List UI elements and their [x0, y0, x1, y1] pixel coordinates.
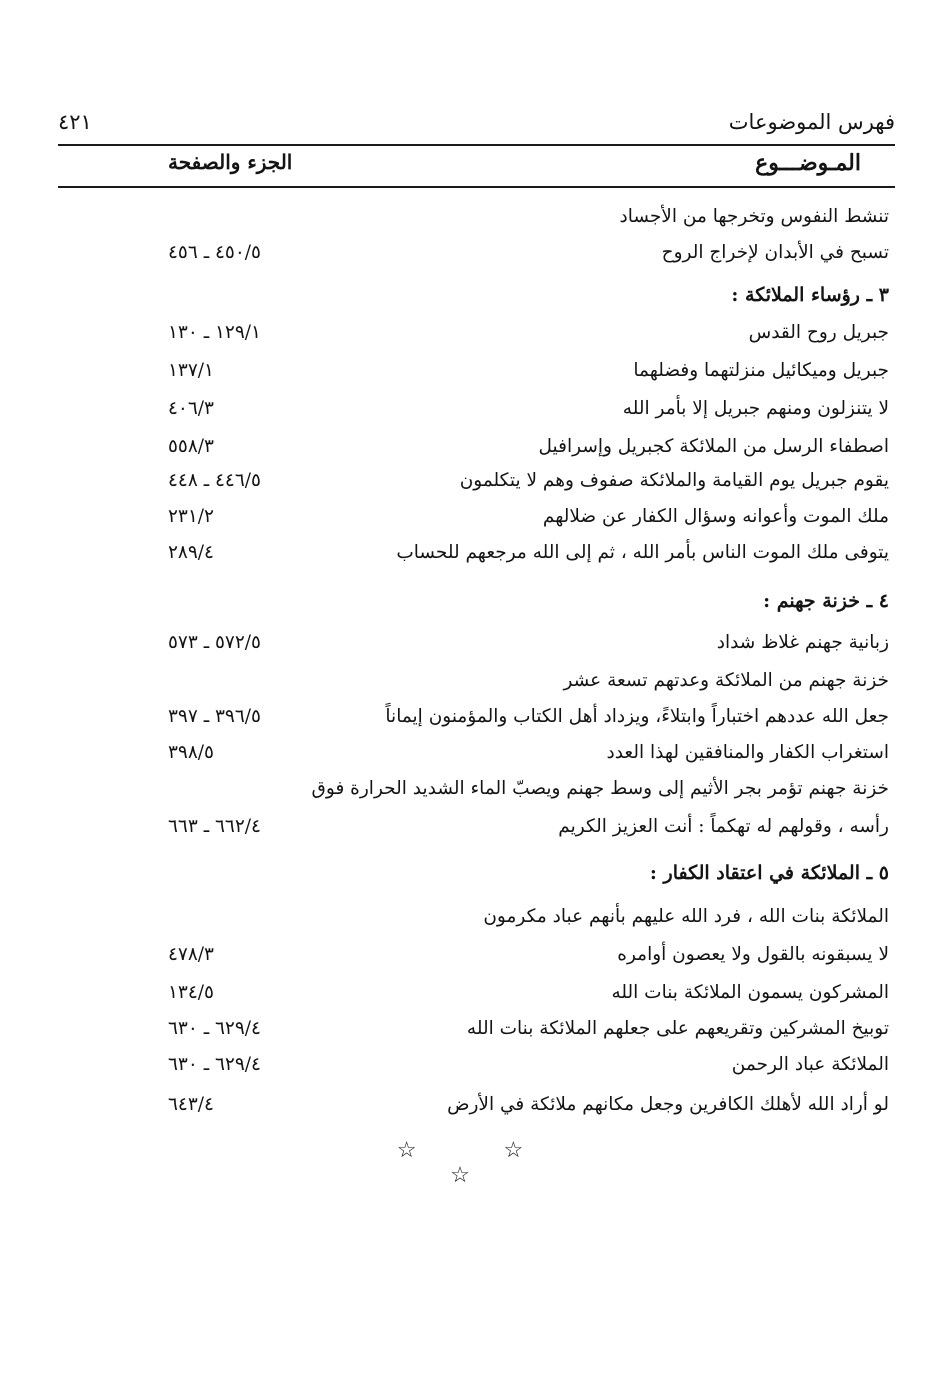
entry-page-reference: ٥٧٢/٥ ـ ٥٧٣	[168, 632, 261, 653]
index-entry	[58, 670, 895, 704]
entry-page-reference: ١٢٩/١ ـ ١٣٠	[168, 322, 261, 343]
index-entry	[58, 632, 895, 666]
entry-page-reference: ٤٥٠/٥ ـ ٤٥٦	[168, 242, 261, 263]
index-entry	[58, 906, 895, 940]
index-entry	[58, 944, 895, 978]
index-entry	[58, 322, 895, 356]
index-entry	[58, 542, 895, 576]
entry-topic: تنشط النفوس وتخرجها من الأجساد	[619, 206, 889, 227]
topic-column-header: المـوضـــوع	[755, 150, 861, 176]
entry-topic: خزنة جهنم من الملائكة وعدتهم تسعة عشر	[563, 670, 889, 691]
reference-column-header: الجزء والصفحة	[168, 150, 293, 174]
index-entry	[58, 778, 895, 812]
entry-page-reference: ١٣٤/٥	[168, 982, 214, 1003]
section-heading-text: ٣ ـ رؤساء الملائكة :	[731, 284, 889, 306]
section-heading	[58, 590, 895, 624]
entry-page-reference: ٦٢٩/٤ ـ ٦٣٠	[168, 1054, 261, 1075]
section-heading-text: ٤ ـ خزنة جهنم :	[763, 590, 889, 612]
index-entry	[58, 1094, 895, 1128]
entry-page-reference: ٢٨٩/٤	[168, 542, 214, 563]
section-separator: ☆ ☆ ☆	[396, 1138, 564, 1188]
entry-page-reference: ٦٢٩/٤ ـ ٦٣٠	[168, 1018, 261, 1039]
page-number: ٤٢١	[58, 110, 92, 134]
entry-topic: استغراب الكفار والمنافقين لهذا العدد	[606, 742, 889, 763]
entry-topic: ملك الموت وأعوانه وسؤال الكفار عن ضلالهم	[542, 506, 889, 527]
index-entry	[58, 742, 895, 776]
section-heading	[58, 284, 895, 318]
entry-page-reference: ٦٤٣/٤	[168, 1094, 214, 1115]
entry-topic: جعل الله عددهم اختباراً وابتلاءً، ويزداد أهل الكتاب والمؤمنون إيماناً	[385, 706, 889, 727]
entry-topic: تسبح في الأبدان لإخراج الروح	[661, 242, 889, 263]
index-entry	[58, 206, 895, 240]
entry-topic: يقوم جبريل يوم القيامة والملائكة صفوف وهم لا يتكلمون	[459, 470, 889, 491]
entry-page-reference: ٥٥٨/٣	[168, 436, 214, 457]
section-heading	[58, 862, 895, 896]
entry-page-reference: ٣٩٦/٥ ـ ٣٩٧	[168, 706, 261, 727]
entry-page-reference: ٦٦٢/٤ ـ ٦٦٣	[168, 816, 261, 837]
entry-topic: لا يتنزلون ومنهم جبريل إلا بأمر الله	[622, 398, 889, 419]
entry-page-reference: ٤٤٦/٥ ـ ٤٤٨	[168, 470, 261, 491]
index-entry	[58, 242, 895, 276]
entry-page-reference: ٢٣١/٢	[168, 506, 214, 527]
entry-topic: لا يسبقونه بالقول ولا يعصون أوامره	[617, 944, 889, 965]
entry-page-reference: ٤٠٦/٣	[168, 398, 214, 419]
entry-topic: توبيخ المشركين وتقريعهم على جعلهم الملائكة بنات الله	[466, 1018, 889, 1039]
index-entry	[58, 816, 895, 850]
entry-topic: رأسه ، وقولهم له تهكماً : أنت العزيز الكريم	[558, 816, 889, 837]
entry-topic: يتوفى ملك الموت الناس بأمر الله ، ثم إلى الله مرجعهم للحساب	[396, 542, 889, 563]
index-entry	[58, 398, 895, 432]
entry-topic: جبريل وميكائيل منزلتهما وفضلهما	[633, 360, 889, 381]
running-head	[58, 110, 895, 142]
index-entry	[58, 982, 895, 1016]
entry-topic: زبانية جهنم غلاظ شداد	[716, 632, 889, 653]
entry-page-reference: ٤٧٨/٣	[168, 944, 214, 965]
header-rule	[58, 144, 895, 146]
index-entry	[58, 360, 895, 394]
entry-topic: الملائكة عباد الرحمن	[731, 1054, 889, 1075]
entry-page-reference: ١٣٧/١	[168, 360, 214, 381]
index-entry	[58, 1018, 895, 1052]
entry-topic: لو أراد الله لأهلك الكافرين وجعل مكانهم ملائكة في الأرض	[447, 1094, 889, 1115]
section-heading-text: ٥ ـ الملائكة في اعتقاد الكفار :	[649, 862, 889, 884]
column-headers	[58, 150, 895, 184]
index-entry	[58, 506, 895, 540]
entry-topic: المشركون يسمون الملائكة بنات الله	[611, 982, 889, 1003]
index-entry	[58, 706, 895, 740]
entry-page-reference: ٣٩٨/٥	[168, 742, 214, 763]
entry-topic: جبريل روح القدس	[748, 322, 889, 343]
running-title: فهرس الموضوعات	[728, 110, 895, 134]
index-entry	[58, 436, 895, 470]
index-entry	[58, 1054, 895, 1088]
entry-topic: خزنة جهنم تؤمر بجر الأثيم إلى وسط جهنم ويصبّ الماء الشديد الحرارة فوق	[311, 778, 889, 799]
entry-topic: اصطفاء الرسل من الملائكة كجبريل وإسرافيل	[538, 436, 889, 457]
index-entry	[58, 470, 895, 504]
column-header-rule	[58, 186, 895, 188]
entry-topic: الملائكة بنات الله ، فرد الله عليهم بأنهم عباد مكرمون	[483, 906, 889, 927]
